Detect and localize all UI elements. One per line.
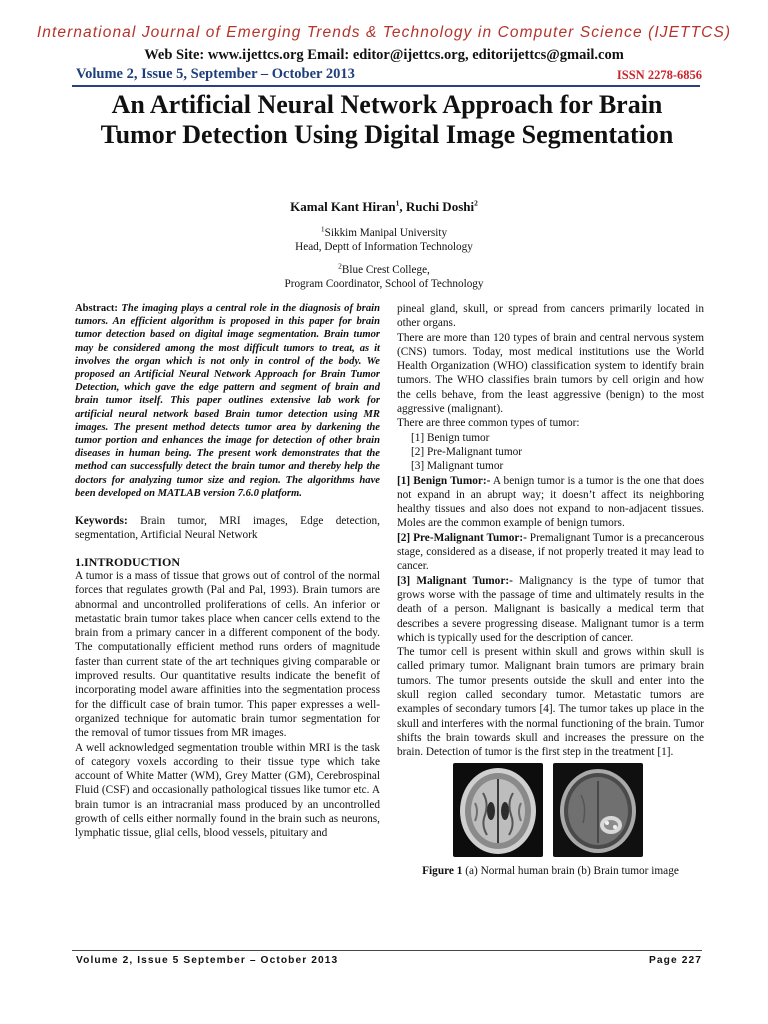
affiliation-marker: 1 <box>320 224 325 234</box>
figure-caption <box>397 864 704 878</box>
malignant-text: Malignancy is the type of tumor that grows worse with the passage of time and ultimately results in the death of a person. Malignant is basically a medical term that describes a severe progressing disease. Malignant tumor is a term which is typically used for the description of cancer. <box>397 574 704 644</box>
journal-contact: Web Site: www.ijettcs.org Email: editor@ijettcs.org, editorijettcs@gmail.com <box>144 47 624 63</box>
affiliation-1 <box>0 226 768 254</box>
list-item: [3] Malignant tumor <box>411 460 504 473</box>
premalignant-text: Premalignant Tumor is a precancerous stage, considered as a disease, if not properly treated it may lead to cancer. <box>397 531 704 573</box>
figure-1 <box>397 763 704 860</box>
right-column <box>397 302 704 878</box>
benign-paragraph <box>397 474 704 531</box>
abstract <box>75 302 380 500</box>
left-column <box>75 302 380 841</box>
keywords-text: Brain tumor, MRI images, Edge detection, segmentation, Artificial Neural Network <box>75 515 380 542</box>
affiliation-2 <box>0 263 768 291</box>
malignant-label: [3] Malignant Tumor:- <box>397 574 513 587</box>
affiliation-role: Program Coordinator, School of Technology <box>284 278 484 290</box>
abstract-label: Abstract: <box>75 303 118 314</box>
mri-normal-brain-image <box>453 763 543 857</box>
premalignant-label: [2] Pre-Malignant Tumor:- <box>397 531 527 544</box>
paragraph: pineal gland, skull, or spread from cancers primarily located in other organs. <box>397 303 704 330</box>
intro-paragraph: A well acknowledged segmentation trouble within MRI is the task of category voxels according to their tissue type which take account of White Matter (WM), Grey Matter (GM), Cerebrospinal Fluid (CSF) and occasionally pathological tissues like tumor etc. A brain tumor is an intracranial mass produced by an uncontrolled growth of cells either normally found in the brain such as neurons, lymphatic tissue, glial cells, blood vessels, pituitary and <box>75 741 380 840</box>
abstract-text: The imaging plays a central role in the diagnosis of brain tumors. An efficient algorithm is proposed in this paper for brain tumor detection based on digital image segmentation. Brain tumor may be considered among the most difficult tumors to treat, as it involves the organ which is not only in control of the body. We proposed an Artificial Neural Network Approach for Brain Tumor Detection, which gave the edge pattern and segment of brain and brain tumor itself. This paper outlines extensive lab work for artificial neural network based Brain tumor detection using MR images. The present method detects tumor area by darkening the tumor portion and enhances the image for detection of other brain diseases in human being. The present work demonstrates that the method can successfully detect the brain tumor and thereby help the doctors for analyzing tumor size and region. The algorithms have been developed on MATLAB version 7.6.0 platform. <box>75 303 380 499</box>
author-name: Kamal Kant Hiran <box>290 199 396 214</box>
benign-text: A benign tumor is a tumor is the one that does not expand in an abrupt way; it doesn’t affect its neighboring healthy tissues and also does not expand to non-adjacent tissues. Moles are the common example of benign tumors. <box>397 474 704 530</box>
volume-issue: Volume 2, Issue 5, September – October 2013 <box>76 66 355 82</box>
paragraph: There are three common types of tumor: <box>397 417 580 430</box>
footer-volume: Volume 2, Issue 5 September – October 2013 <box>76 955 339 966</box>
paper-title: An Artificial Neural Network Approach for Brain Tumor Detection Using Digital Image Segmentation <box>100 90 674 149</box>
premalignant-paragraph <box>397 531 704 574</box>
intro-paragraph: A tumor is a mass of tissue that grows out of control of the normal forces that regulates growth (Pal and Pal, 1993). Brain tumors are abnormal and uncontrolled proliferations of cells. An inferior or metastatic brain tumor takes place when cancer cells extend to the brain from a primary cancer in a different component of the body. The computationally efficient method runs orders of magnitude faster than current state of the art techniques giving comparable or improved results. Our quantitative results indicate the benefit of incorporating model aware affinities into the segmentation process for the difficult case of brain tumor. This paper expresses a well-organized technique for automatic brain tumor segmentation for the removal of tumor tissues from MR images. <box>75 569 380 740</box>
paragraph: The tumor cell is present within skull and grows within skull is called primary tumor. Malignant brain tumors are primary brain tumors. The tumor presents outside the skull and enter into the skull region called secondary tumor. Metastatic tumors are examples of secondary tumors [4]. The tumor takes up place in the skull and interferes with the normal functioning of the brain. Tumor shifts the brain towards skull and increases the pressure on the brain. Detection of tumor is the first step in the treatment [1]. <box>397 646 704 759</box>
affiliation-role: Head, Deptt of Information Technology <box>295 241 473 253</box>
author-separator: , <box>399 199 406 214</box>
affiliation-marker: 2 <box>338 261 342 271</box>
journal-name: International Journal of Emerging Trends & Technology in Computer Science (IJETTCS) <box>36 24 732 41</box>
benign-label: [1] Benign Tumor:- <box>397 474 491 487</box>
affiliation-marker: 1 <box>395 198 400 208</box>
page-number: Page 227 <box>649 955 702 966</box>
mri-brain-tumor-image <box>553 763 643 857</box>
list-item: [2] Pre-Malignant tumor <box>411 445 523 458</box>
figure-label: Figure 1 <box>422 864 463 877</box>
malignant-paragraph <box>397 574 704 645</box>
keywords <box>75 514 380 543</box>
tumor-types-list <box>397 431 704 474</box>
list-item: [1] Benign tumor <box>411 431 490 444</box>
affiliation-institution: Blue Crest College, <box>341 264 430 276</box>
keywords-label: Keywords: <box>75 515 128 528</box>
author-name: Ruchi Doshi <box>405 199 475 214</box>
footer-rule <box>72 950 702 951</box>
affiliation-marker: 2 <box>474 198 478 208</box>
issn: ISSN 2278-6856 <box>616 68 702 82</box>
affiliation-institution: Sikkim Manipal University <box>324 227 448 239</box>
authors <box>0 199 768 215</box>
paragraph: There are more than 120 types of brain and central nervous system (CNS) tumors. Today, most medical institutions use the World Health Organization (WHO) classification system to identify brain tumors. The WHO classifies brain tumors by cell origin and how the cells behave, from the least aggressive (benign) to the most aggressive (malignant). <box>397 331 704 416</box>
figure-caption-text: (a) Normal human brain (b) Brain tumor image <box>462 864 679 877</box>
header-rule <box>72 85 700 87</box>
section-heading: 1.INTRODUCTION <box>75 554 181 569</box>
